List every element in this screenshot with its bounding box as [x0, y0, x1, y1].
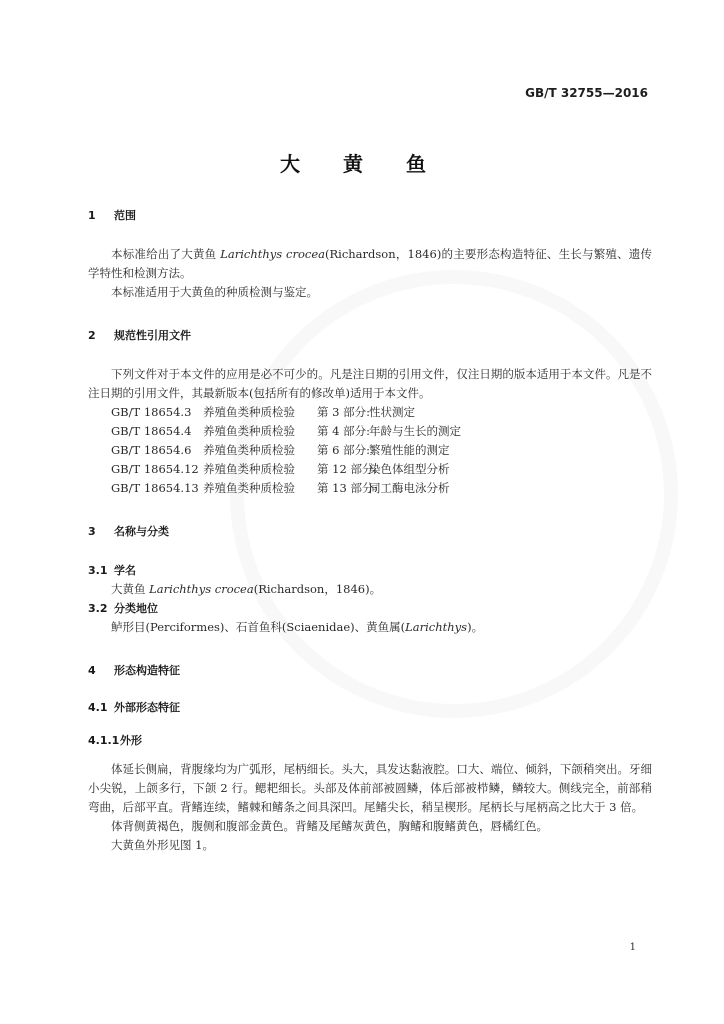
reference-code: GB/T 18654.3: [111, 405, 192, 419]
taxonomy-text: 鲈形目(Perciformes)、石首鱼科(Sciaenidae)、黄鱼属(Larichthys)。: [111, 620, 484, 634]
section-4-heading: [88, 661, 652, 680]
section-number: 3: [88, 525, 96, 538]
section-3-heading: [88, 522, 652, 541]
scientific-name-text: 大黄鱼 Larichthys crocea(Richardson，1846)。: [111, 582, 382, 596]
section-title: 外形: [120, 734, 142, 747]
section-number: 3.2: [88, 602, 108, 615]
reference-item: [88, 460, 652, 479]
reference-name: 养殖鱼类种质检验: [203, 462, 295, 476]
reference-topic: 繁殖性能的测定: [369, 443, 450, 457]
standard-code: GB/T 32755—2016: [525, 86, 648, 100]
reference-code: GB/T 18654.12: [111, 462, 199, 476]
section-number: 4.1: [88, 701, 108, 714]
section-number: 4.1.1: [88, 734, 120, 747]
reference-item: [88, 403, 652, 422]
reference-topic: 性状测定: [369, 405, 415, 419]
reference-list: [88, 403, 652, 498]
section-title: 规范性引用文件: [114, 329, 191, 342]
section-title: 学名: [114, 564, 136, 577]
section-number: 3.1: [88, 564, 108, 577]
document-title: 大 黄 鱼: [280, 152, 444, 176]
reference-item: [88, 441, 652, 460]
reference-code: GB/T 18654.4: [111, 424, 192, 438]
reference-part: 第 13 部分:: [317, 481, 378, 495]
reference-topic: 同工酶电泳分析: [369, 481, 450, 495]
reference-part: 第 4 部分:: [317, 424, 371, 438]
section-3-1-heading: [88, 561, 652, 580]
appearance-paragraph-3: 大黄鱼外形见图 1。: [111, 838, 214, 852]
section-1-heading: [88, 206, 652, 225]
reference-topic: 染色体组型分析: [369, 462, 450, 476]
reference-name: 养殖鱼类种质检验: [203, 405, 295, 419]
appearance-paragraph-2: 体背侧黄褐色，腹侧和腹部金黄色。背鳍及尾鳍灰黄色，胸鳍和腹鳍黄色，唇橘红色。: [111, 819, 548, 833]
section-title: 外部形态特征: [114, 701, 180, 714]
reference-topic: 年龄与生长的测定: [369, 424, 461, 438]
reference-name: 养殖鱼类种质检验: [203, 424, 295, 438]
section-1-paragraph-1: 本标准给出了大黄鱼 Larichthys crocea(Richardson，1846)的主要形态构造特征、生长与繁殖、遗传学特性和检测方法。: [88, 247, 653, 280]
reference-name: 养殖鱼类种质检验: [203, 481, 295, 495]
section-number: 1: [88, 209, 96, 222]
reference-part: 第 3 部分:: [317, 405, 371, 419]
section-1-paragraph-2: 本标准适用于大黄鱼的种质检测与鉴定。: [111, 285, 318, 299]
appearance-paragraph-1: 体延长侧扁，背腹缘均为广弧形，尾柄细长。头大，具发达黏液腔。口大、端位、倾斜，下颌稍突出。牙细小尖锐，上颌多行，下颌 2 行。鳃耙细长。头部及体前部被圆鳞，体后部被栉鳞，鳞较大。侧线完全，前部稍弯曲，后部平直。背鳍连续，鳍棘和鳍条之间具深凹。尾鳍尖长，稍呈楔形。尾柄长与尾柄高之比大于 3 倍。: [88, 762, 652, 814]
section-3-2-heading: [88, 599, 652, 618]
reference-code: GB/T 18654.6: [111, 443, 192, 457]
reference-name: 养殖鱼类种质检验: [203, 443, 295, 457]
section-title: 范围: [114, 209, 136, 222]
section-4-1-1-heading: [88, 731, 652, 750]
document-body: [88, 206, 652, 855]
page-number: 1: [629, 942, 636, 953]
section-title: 形态构造特征: [114, 664, 180, 677]
section-title: 名称与分类: [114, 525, 169, 538]
section-number: 2: [88, 329, 96, 342]
section-number: 4: [88, 664, 96, 677]
section-title: 分类地位: [114, 602, 158, 615]
reference-item: [88, 422, 652, 441]
section-4-1-heading: [88, 698, 652, 717]
reference-item: [88, 479, 652, 498]
section-2-heading: [88, 326, 652, 345]
reference-code: GB/T 18654.13: [111, 481, 199, 495]
section-2-paragraph-1: 下列文件对于本文件的应用是必不可少的。凡是注日期的引用文件，仅注日期的版本适用于本文件。凡是不注日期的引用文件，其最新版本(包括所有的修改单)适用于本文件。: [88, 367, 652, 400]
reference-part: 第 12 部分:: [317, 462, 378, 476]
reference-part: 第 6 部分:: [317, 443, 371, 457]
